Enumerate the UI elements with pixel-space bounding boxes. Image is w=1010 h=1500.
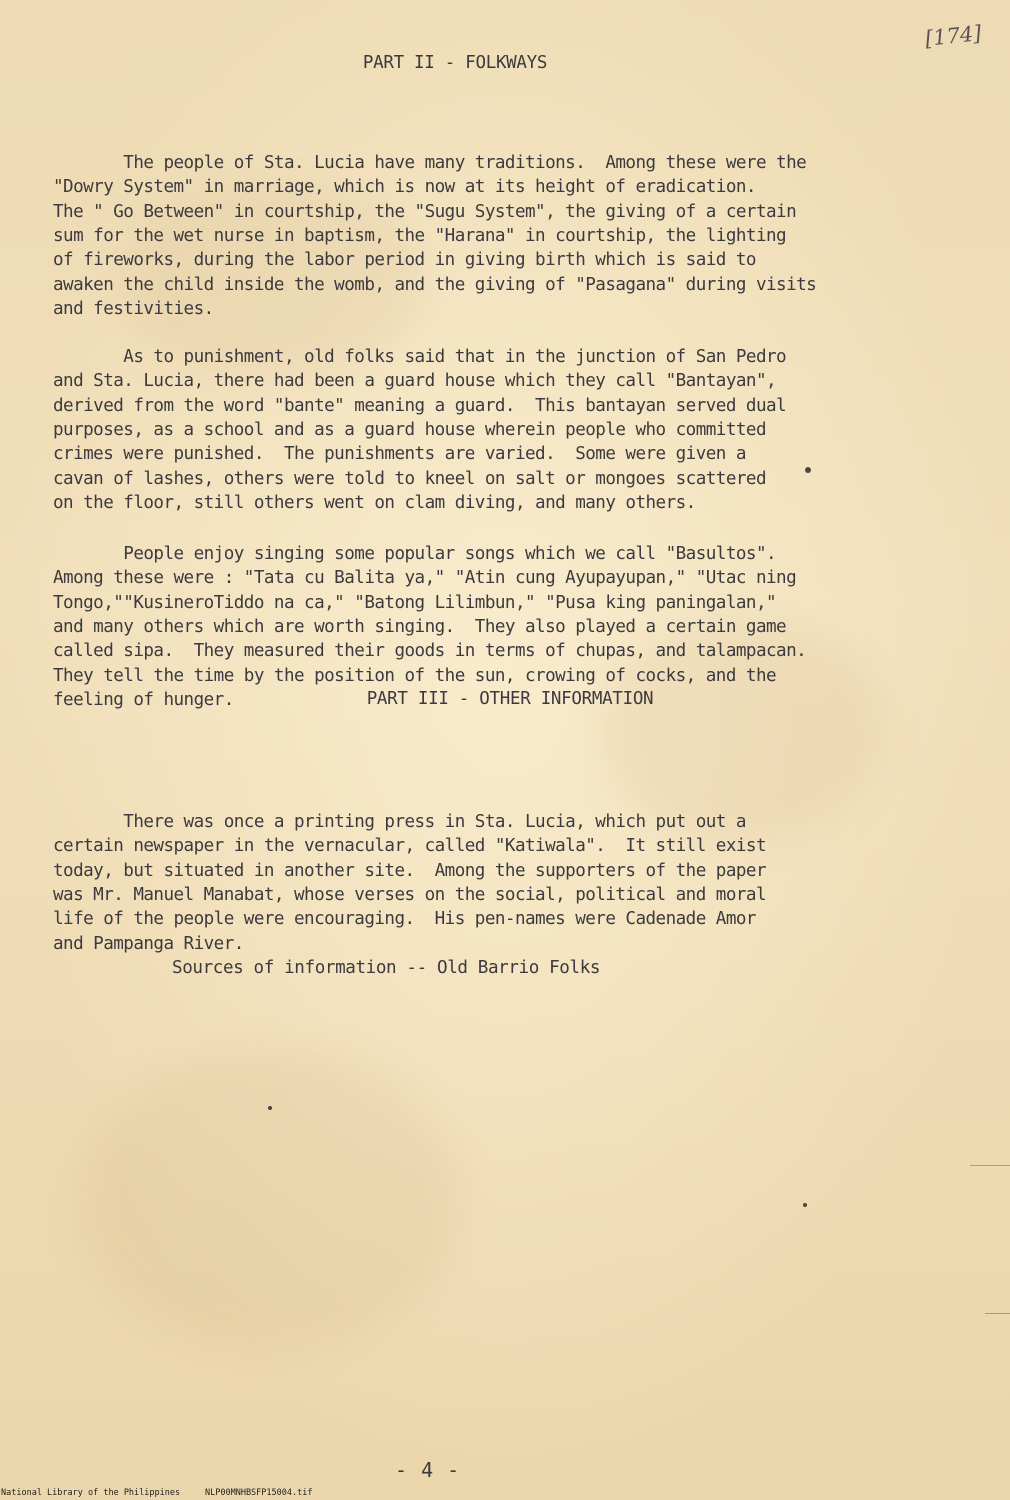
paragraph-songs (53, 493, 988, 761)
paper-crease (970, 1165, 1010, 1166)
text-line: derived from the word "bante" meaning a guard. This bantayan served dual (53, 395, 787, 416)
text-line: was Mr. Manuel Manabat, whose verses on the social, political and moral (53, 885, 767, 906)
text-line: People enjoy singing some popular songs which we call "Basultos". (53, 543, 777, 564)
text-line: and Pampanga River. (53, 933, 244, 954)
text-line: and festivities. (53, 299, 214, 320)
text-line: Tongo,""KusineroTiddo na ca," "Batong Lilimbun," "Pusa king paningalan," (53, 592, 777, 613)
text-line: The " Go Between" in courtship, the "Sugu System", the giving of a certain (53, 201, 797, 222)
text-line: sum for the wet nurse in baptism, the "Harana" in courtship, the lighting (53, 226, 787, 247)
text-line: As to punishment, old folks said that in the junction of San Pedro (53, 346, 787, 367)
text-line: certain newspaper in the vernacular, called "Katiwala". It still exist (53, 836, 767, 857)
ink-speck (805, 467, 811, 473)
text-line: Among these were : "Tata cu Balita ya," "Atin cung Ayupayupan," "Utac ning (53, 568, 797, 589)
footer-library-name: National Library of the Philippines (1, 1488, 181, 1498)
paper-crease (985, 1313, 1010, 1314)
page-number: - 4 - (395, 1458, 461, 1482)
text-line: on the floor, still others went on clam diving, and many others. (53, 493, 696, 514)
text-line: There was once a printing press in Sta. Lucia, which put out a (53, 811, 746, 832)
text-line: called sipa. They measured their goods in terms of chupas, and talampacan. (53, 641, 807, 662)
text-line: awaken the child inside the womb, and the giving of "Pasagana" during visits (53, 274, 817, 295)
scan-footer (0, 1458, 1010, 1498)
text-line: They tell the time by the position of the sun, crowing of cocks, and the (53, 665, 777, 686)
paper-stain (80, 1050, 460, 1350)
text-line: life of the people were encouraging. His pen-names were Cadenade Amor (53, 909, 756, 930)
ink-speck (268, 1106, 272, 1110)
text-line: today, but situated in another site. Among the supporters of the paper (53, 860, 767, 881)
sources-line: Sources of information -- Old Barrio Folks (172, 958, 601, 978)
text-line: and Sta. Lucia, there had been a guard house which they call "Bantayan", (53, 371, 777, 392)
text-line: of fireworks, during the labor period in giving birth which is said to (53, 250, 756, 271)
handwritten-page-annotation: [174] (923, 21, 983, 51)
text-line: feeling of hunger. (53, 690, 234, 711)
ink-speck (803, 1203, 807, 1207)
part2-heading: PART II - FOLKWAYS (362, 53, 548, 73)
footer-file-name: NLP00MNHBSFP15004.tif (205, 1488, 313, 1498)
text-line: crimes were punished. The punishments are varied. Some were given a (53, 444, 746, 465)
text-line: and many others which are worth singing. They also played a certain game (53, 617, 787, 638)
text-line: The people of Sta. Lucia have many traditions. Among these were the (53, 152, 807, 173)
text-line: "Dowry System" in marriage, which is now at its height of eradication. (53, 177, 756, 198)
text-line: purposes, as a school and as a guard house wherein people who committed (53, 420, 767, 441)
text-line: cavan of lashes, others were told to kneel on salt or mongoes scattered (53, 468, 767, 489)
part3-heading: PART III - OTHER INFORMATION (366, 689, 654, 709)
